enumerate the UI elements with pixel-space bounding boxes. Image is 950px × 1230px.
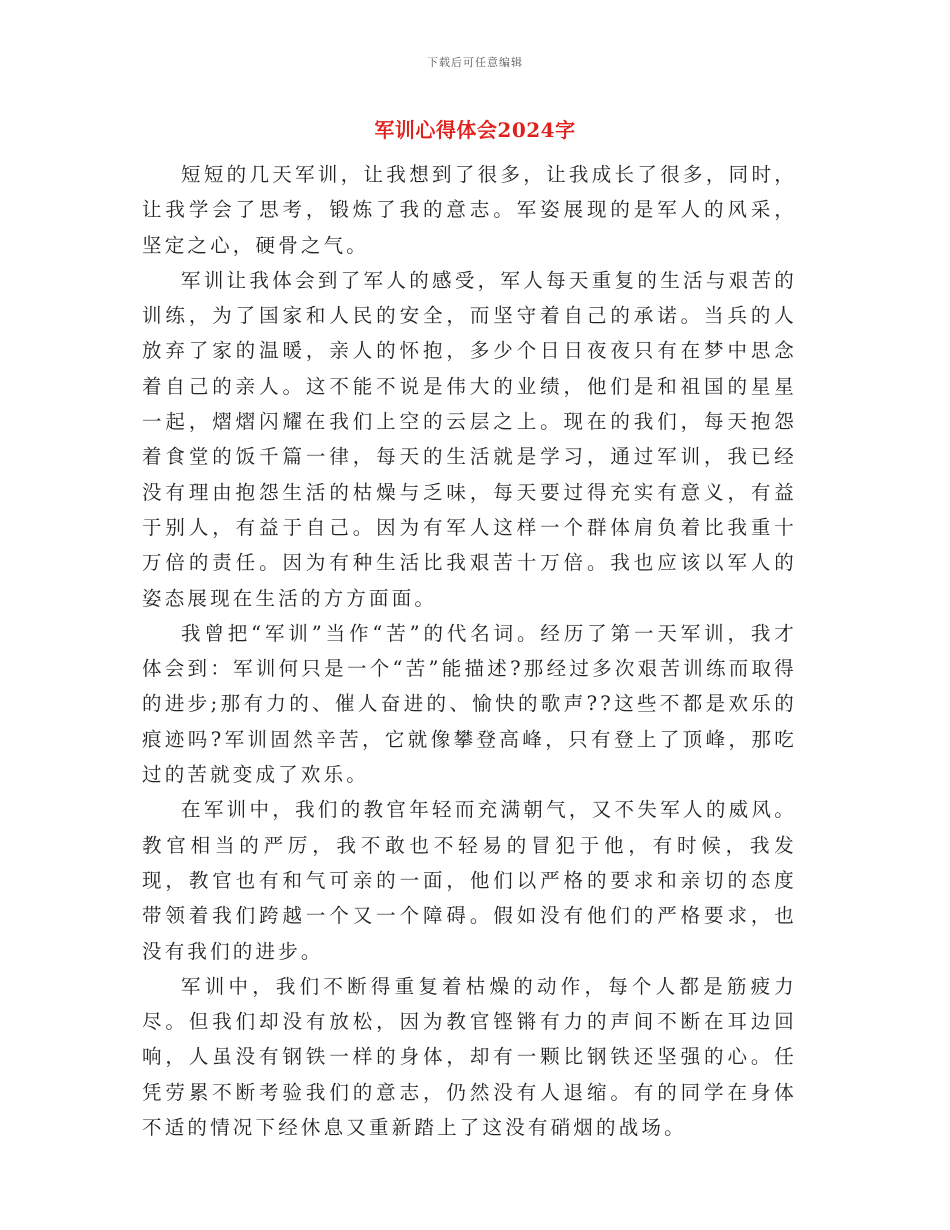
paragraph: 军训中，我们不断得重复着枯燥的动作，每个人都是筋疲力尽。但我们却没有放松，因为教官铿锵有力的声间不断在耳边回响，人虽没有钢铁一样的身体，却有一颗比钢铁还坚强的心。任凭劳累不断考验我们的意志，仍然没有人退缩。有的同学在身体不适的情况下经休息又重新踏上了这没有硝烟的战场。 (142, 974, 797, 1140)
paragraph: 军训让我体会到了军人的感受，军人每天重复的生活与艰苦的训练，为了国家和人民的安全，而坚守着自己的承诺。当兵的人放弃了家的温暖，亲人的怀抱，多少个日日夜夜只有在梦中思念着自己的亲人。这不能不说是伟大的业绩，他们是和祖国的星星一起，熠熠闪耀在我们上空的云层之上。现在的我们，每天抱怨着食堂的饭千篇一律，每天的生活就是学习，通过军训，我已经没有理由抱怨生活的枯燥与乏味，每天要过得充实有意义，有益于别人，有益于自己。因为有军人这样一个群体肩负着比我重十万倍的责任。因为有种生活比我艰苦十万倍。我也应该以军人的姿态展现在生活的方方面面。 (142, 268, 797, 610)
document-title: 军训心得体会2024字 (374, 118, 576, 142)
paragraph: 在军训中，我们的教官年轻而充满朝气，又不失军人的威风。教官相当的严厉，我不敢也不轻易的冒犯于他，有时候，我发现，教官也有和气可亲的一面，他们以严格的要求和亲切的态度带领着我们跨越一个又一个障碍。假如没有他们的严格要求，也没有我们的进步。 (142, 798, 797, 963)
header-note: 下载后可任意编辑 (427, 56, 523, 69)
document-body (142, 157, 797, 1145)
paragraph: 短短的几天军训，让我想到了很多，让我成长了很多，同时，让我学会了思考，锻炼了我的意志。军姿展现的是军人的风采，坚定之心，硬骨之气。 (142, 163, 797, 257)
paragraph: 我曾把“军训”当作“苦”的代名词。经历了第一天军训，我才体会到：军训何只是一个“苦”能描述?那经过多次艰苦训练而取得的进步;那有力的、催人奋进的、愉快的歌声??这些不都是欢乐的痕迹吗?军训固然辛苦，它就像攀登高峰，只有登上了顶峰，那吃过的苦就变成了欢乐。 (142, 621, 797, 787)
